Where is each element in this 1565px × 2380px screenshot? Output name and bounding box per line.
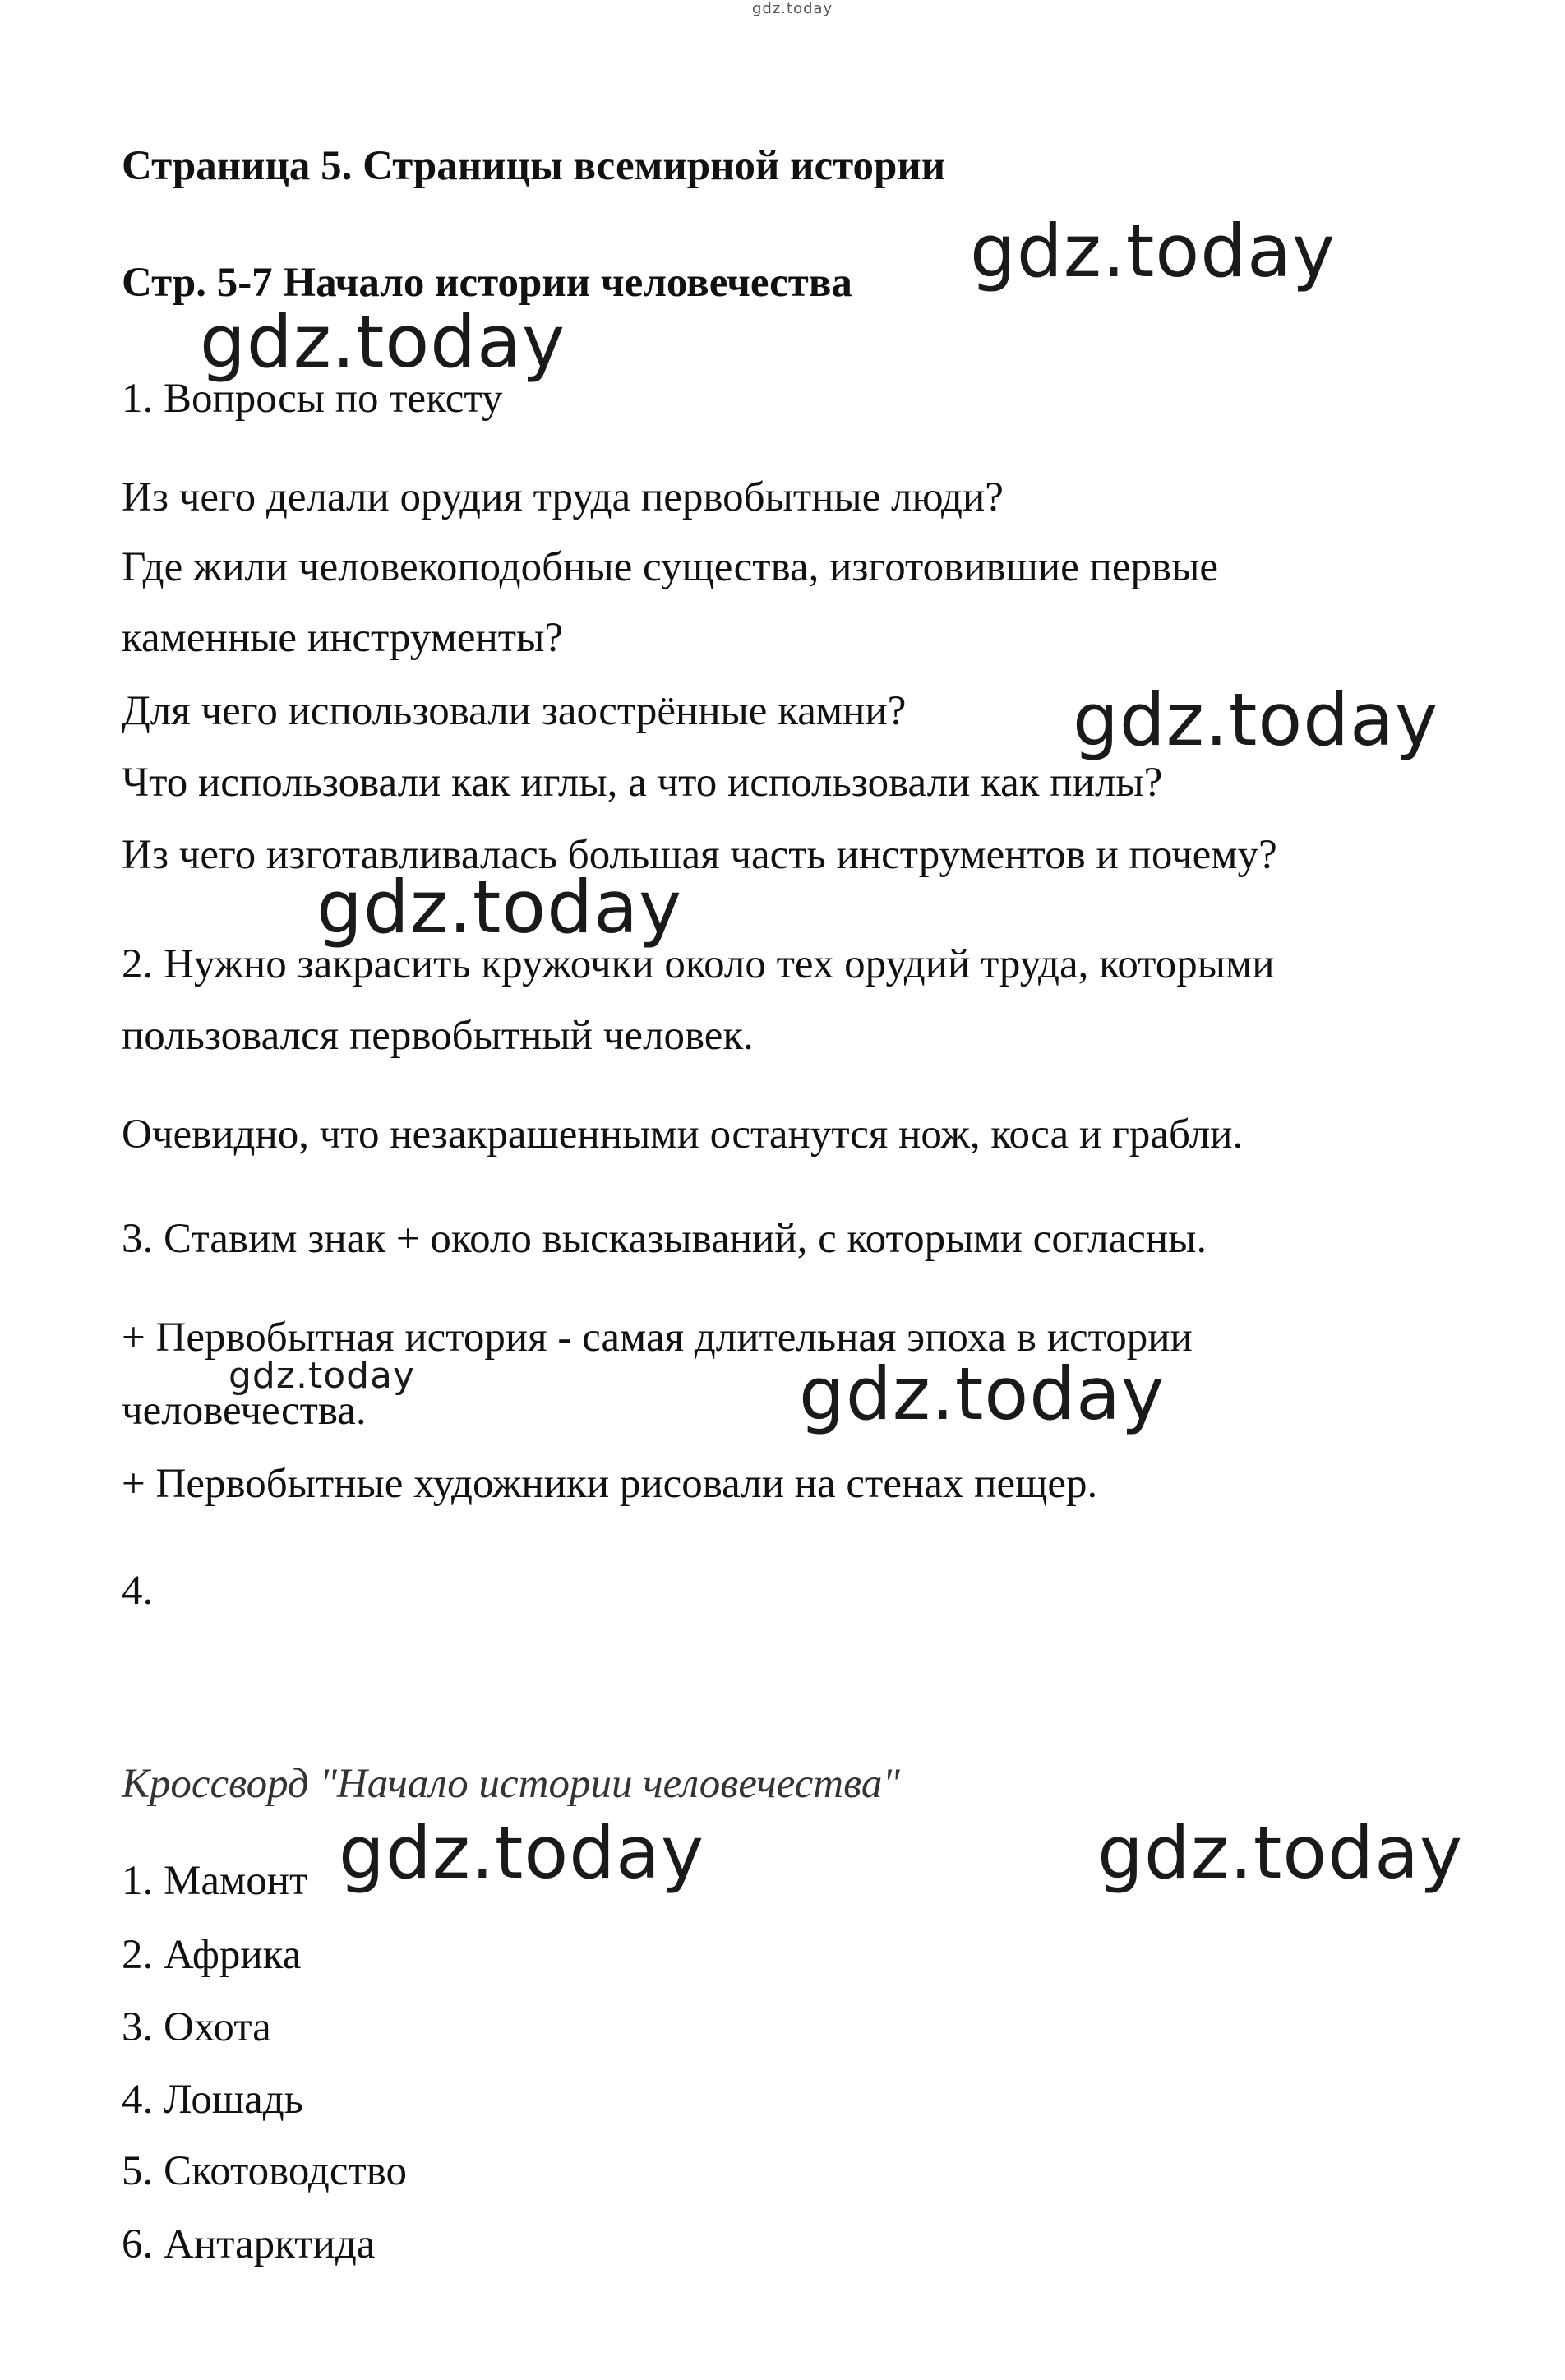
task4-number: 4. bbox=[122, 1568, 154, 1614]
task2-text: 2. Нужно закрасить кружочки около тех орудий труда, которыми bbox=[122, 941, 1275, 987]
crossword-answer: 1. Мамонт bbox=[122, 1858, 308, 1904]
task2-text: пользовался первобытный человек. bbox=[122, 1013, 754, 1059]
task1-question: Для чего использовали заострённые камни? bbox=[122, 688, 907, 734]
task1-question: Где жили человекоподобные существа, изготовившие первые bbox=[122, 544, 1218, 590]
crossword-answer: 6. Антарктида bbox=[122, 2221, 376, 2267]
watermark: gdz.today bbox=[200, 299, 566, 384]
watermark: gdz.today bbox=[229, 1355, 416, 1397]
task3-statement: + Первобытные художники рисовали на стенах пещер. bbox=[122, 1461, 1098, 1507]
task1-question: каменные инструменты? bbox=[122, 615, 563, 661]
watermark: gdz.today bbox=[970, 209, 1336, 293]
watermark: gdz.today bbox=[339, 1810, 705, 1895]
crossword-answer: 5. Скотоводство bbox=[122, 2148, 408, 2194]
task3-title: 3. Ставим знак + около высказываний, с которыми согласны. bbox=[122, 1216, 1207, 1262]
watermark: gdz.today bbox=[1097, 1810, 1464, 1895]
watermark: gdz.today bbox=[1073, 677, 1439, 762]
watermark: gdz.today bbox=[799, 1352, 1166, 1436]
crossword-answer: 3. Охота bbox=[122, 2004, 271, 2050]
crossword-answer: 2. Африка bbox=[122, 1932, 302, 1978]
watermark: gdz.today bbox=[316, 865, 683, 950]
task1-title: 1. Вопросы по тексту bbox=[122, 376, 503, 422]
task1-question: Из чего изготавливалась большая часть инструментов и почему? bbox=[122, 832, 1277, 878]
crossword-title: Кроссворд "Начало истории человечества" bbox=[122, 1761, 900, 1807]
task2-answer: Очевидно, что незакрашенными останутся нож, коса и грабли. bbox=[122, 1111, 1244, 1158]
section-title: Стр. 5-7 Начало истории человечества bbox=[122, 260, 852, 306]
task1-question: Из чего делали орудия труда первобытные люди? bbox=[122, 474, 1004, 520]
task3-statement: + Первобытная история - самая длительная эпоха в истории bbox=[122, 1315, 1193, 1361]
crossword-answer: 4. Лошадь bbox=[122, 2077, 303, 2123]
task1-question: Что использовали как иглы, а что использовали как пилы? bbox=[122, 760, 1163, 806]
page-heading: Страница 5. Страницы всемирной истории bbox=[122, 143, 946, 189]
task3-statement: человечества. bbox=[122, 1388, 367, 1434]
watermark-top: gdz.today bbox=[752, 0, 833, 17]
